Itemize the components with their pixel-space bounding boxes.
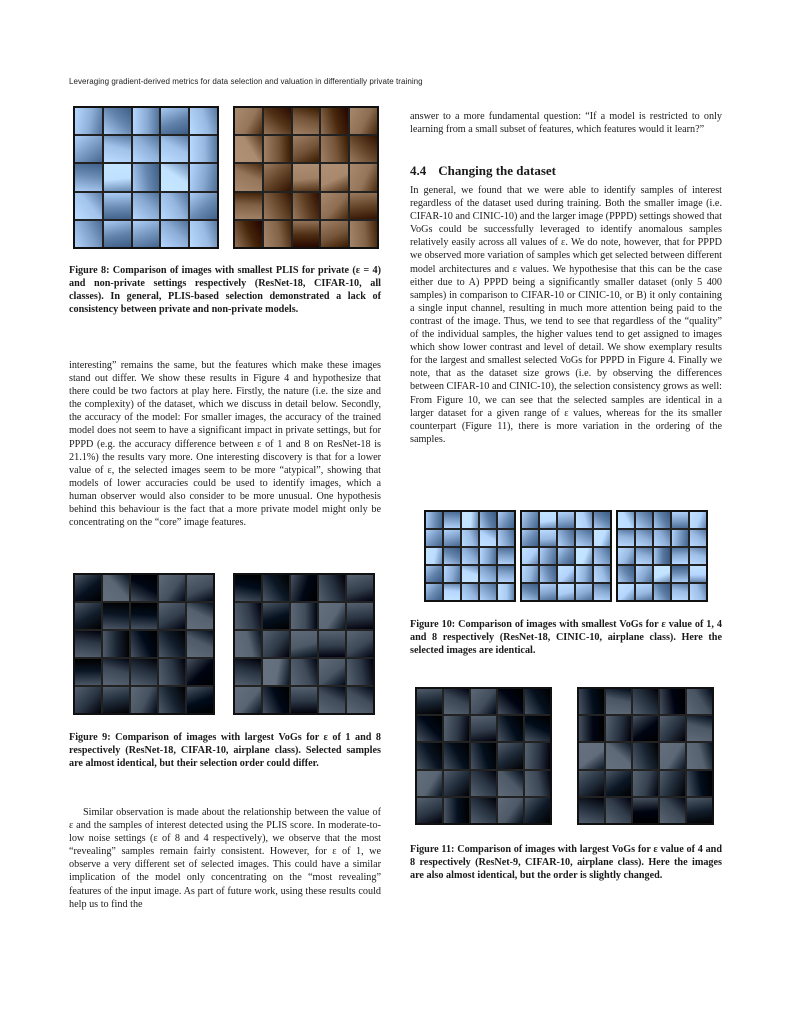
image-thumbnail (618, 548, 634, 564)
image-thumbnail (75, 136, 102, 162)
right-paragraph-1: answer to a more fundamental question: “If a model is restricted to only learning from a small subset of features, which features would it learn?” (410, 111, 722, 136)
image-thumbnail (480, 512, 496, 528)
image-thumbnail (235, 631, 261, 657)
image-thumbnail (264, 136, 291, 162)
image-thumbnail (444, 798, 469, 823)
image-thumbnail (579, 771, 604, 796)
section-title: Changing the dataset (438, 163, 556, 178)
fig9-caption (69, 731, 381, 770)
image-thumbnail (75, 164, 102, 190)
fig10-caption-text: Comparison of images with smallest VoGs for ε value of 1, 4 and 8 respectively (ResNet-18, CINIC-10, airplane class). Here the selected images are identical. (410, 619, 722, 657)
image-thumbnail (426, 530, 442, 546)
image-thumbnail (471, 689, 496, 714)
fig9-image-grid-eps8 (233, 573, 375, 715)
image-thumbnail (462, 584, 478, 600)
image-thumbnail (690, 566, 706, 582)
image-thumbnail (103, 575, 129, 601)
image-thumbnail (104, 221, 131, 247)
image-thumbnail (159, 603, 185, 629)
image-thumbnail (690, 584, 706, 600)
image-thumbnail (594, 548, 610, 564)
image-thumbnail (633, 798, 658, 823)
image-thumbnail (636, 530, 652, 546)
image-thumbnail (426, 548, 442, 564)
image-thumbnail (264, 164, 291, 190)
image-thumbnail (75, 575, 101, 601)
image-thumbnail (522, 548, 538, 564)
image-thumbnail (426, 566, 442, 582)
image-thumbnail (133, 193, 160, 219)
image-thumbnail (444, 548, 460, 564)
image-thumbnail (606, 771, 631, 796)
section-heading (410, 163, 722, 179)
image-thumbnail (660, 716, 685, 741)
image-thumbnail (444, 584, 460, 600)
image-thumbnail (444, 771, 469, 796)
image-thumbnail (660, 743, 685, 768)
image-thumbnail (480, 530, 496, 546)
image-thumbnail (103, 687, 129, 713)
image-thumbnail (133, 136, 160, 162)
image-thumbnail (636, 584, 652, 600)
fig8-caption-label: Figure 8: (69, 265, 110, 276)
image-thumbnail (103, 631, 129, 657)
image-thumbnail (498, 548, 514, 564)
image-thumbnail (558, 548, 574, 564)
image-thumbnail (350, 108, 377, 134)
fig11-caption (410, 843, 722, 882)
image-thumbnail (417, 689, 442, 714)
image-thumbnail (131, 603, 157, 629)
image-thumbnail (75, 659, 101, 685)
image-thumbnail (264, 193, 291, 219)
image-thumbnail (159, 631, 185, 657)
image-thumbnail (687, 689, 712, 714)
image-thumbnail (444, 689, 469, 714)
fig8-caption (69, 264, 381, 316)
image-thumbnail (672, 530, 688, 546)
image-thumbnail (633, 689, 658, 714)
fig10-image-grid-eps8 (616, 510, 708, 602)
fig8-image-grid-private (73, 106, 219, 249)
image-thumbnail (672, 584, 688, 600)
image-thumbnail (190, 108, 217, 134)
image-thumbnail (417, 743, 442, 768)
image-thumbnail (235, 136, 262, 162)
image-thumbnail (161, 108, 188, 134)
image-thumbnail (654, 530, 670, 546)
fig10-caption-label: Figure 10: (410, 619, 456, 630)
image-thumbnail (687, 798, 712, 823)
image-thumbnail (606, 798, 631, 823)
image-thumbnail (576, 530, 592, 546)
image-thumbnail (75, 193, 102, 219)
image-thumbnail (525, 716, 550, 741)
image-thumbnail (131, 687, 157, 713)
image-thumbnail (426, 584, 442, 600)
image-thumbnail (159, 575, 185, 601)
image-thumbnail (654, 584, 670, 600)
image-thumbnail (594, 530, 610, 546)
image-thumbnail (263, 603, 289, 629)
image-thumbnail (350, 221, 377, 247)
image-thumbnail (417, 716, 442, 741)
left-paragraph-2: Similar observation is made about the relationship between the value of ε and the samples of interest detected using the PLIS score. In moderate-to-low noise settings (ε of 8 and 4 respectively), we observe that the most “revealing” samples remain fairly consistent. However, for ε of 1, we observe a very different set of selected images. This could have a similar implication of the model only concentrating on the “most revealing” features of the input image. As part of future work, using these results could help us to find the (69, 807, 381, 910)
left-paragraph-1: interesting” remains the same, but the features which make these images stand out differ. We show these results in Figure 4 and hypothesize that there could be two factors at play here. Firstly, the nature (i.e. the size and the complexity) of the dataset, which we discuss in detail below. Secondly, the accuracy of the model: For smaller images, the accuracy of the trained model does not seem to have a significant impact in private settings, but for PPPD (e.g. the accuracy difference between ε of 1 and 8 on ResNet-18 is 21.1%) the results vary more. One interesting discovery is that for a lower value of ε, the selected images seem to be more “atypical”, showing that models of lower accuracies could be used to identify images, which a human observer would also consider to be more unusual. One hypothesis behind this behaviour is the fact that a more private model might only be concentrating on the “core” image features. (69, 360, 381, 529)
image-thumbnail (471, 798, 496, 823)
image-thumbnail (161, 136, 188, 162)
running-head: Leveraging gradient-derived metrics for data selection and valuation in differentially private training (69, 77, 423, 86)
image-thumbnail (293, 136, 320, 162)
image-thumbnail (263, 631, 289, 657)
image-thumbnail (579, 689, 604, 714)
image-thumbnail (522, 566, 538, 582)
image-thumbnail (522, 530, 538, 546)
image-thumbnail (190, 136, 217, 162)
image-thumbnail (264, 108, 291, 134)
image-thumbnail (660, 689, 685, 714)
image-thumbnail (235, 603, 261, 629)
image-thumbnail (522, 584, 538, 600)
image-thumbnail (471, 771, 496, 796)
image-thumbnail (618, 566, 634, 582)
image-thumbnail (190, 221, 217, 247)
right-paragraph-2: In general, we found that we were able to identify samples of interest regardless of the dataset used during training. Both the smaller image (i.e. CIFAR-10 and CINIC-10) and the larger image (PPPD) settings showed that VoGs could be successfully leveraged to identify anomalous samples relatively easily across all values of ε. We do note, however, that for PPPD we observed more variation of samples which get selected between different model architectures and ε values. We hypothesise that this can be the case either due to A) PPPD being a significantly smaller dataset (only 5 400 samples) in comparison to CIFAR-10 or CINIC-10, or B) it only containing a single input channel, resulting in much more attention being paid to the contrast of the image. Thus, we tend to see that regardless of the “quality” of the individual samples, the higher values tend to get assigned to images which show lower contrast and level of detail. We show exemplary results for the largest and smallest selected VoGs for PPPD in Figure 4. Finally we note, that as the dataset size grows (i.e. by observing the differences between CIFAR-10 and CINIC-10), the selection consistency grows as well: From Figure 10, we can see that the selected samples are identical in a larger dataset for a given range of ε values, whereas for the its smaller counterpart (Figure 11), there is more variation in the ordering of the samples. (410, 185, 722, 445)
image-thumbnail (672, 548, 688, 564)
image-thumbnail (293, 108, 320, 134)
image-thumbnail (576, 512, 592, 528)
image-thumbnail (321, 221, 348, 247)
image-thumbnail (462, 548, 478, 564)
image-thumbnail (131, 575, 157, 601)
image-thumbnail (654, 566, 670, 582)
image-thumbnail (540, 512, 556, 528)
image-thumbnail (104, 136, 131, 162)
image-thumbnail (618, 530, 634, 546)
image-thumbnail (690, 530, 706, 546)
image-thumbnail (525, 689, 550, 714)
image-thumbnail (319, 575, 345, 601)
image-thumbnail (606, 743, 631, 768)
image-thumbnail (618, 512, 634, 528)
image-thumbnail (75, 687, 101, 713)
image-thumbnail (263, 659, 289, 685)
image-thumbnail (444, 530, 460, 546)
image-thumbnail (187, 659, 213, 685)
image-thumbnail (264, 221, 291, 247)
image-thumbnail (190, 193, 217, 219)
image-thumbnail (161, 164, 188, 190)
image-thumbnail (263, 575, 289, 601)
image-thumbnail (133, 164, 160, 190)
image-thumbnail (558, 566, 574, 582)
image-thumbnail (633, 716, 658, 741)
image-thumbnail (633, 743, 658, 768)
image-thumbnail (462, 530, 478, 546)
image-thumbnail (540, 548, 556, 564)
image-thumbnail (444, 716, 469, 741)
image-thumbnail (159, 687, 185, 713)
image-thumbnail (525, 771, 550, 796)
image-thumbnail (350, 136, 377, 162)
image-thumbnail (347, 575, 373, 601)
image-thumbnail (498, 743, 523, 768)
image-thumbnail (540, 566, 556, 582)
image-thumbnail (75, 221, 102, 247)
image-thumbnail (579, 743, 604, 768)
image-thumbnail (462, 566, 478, 582)
image-thumbnail (654, 548, 670, 564)
image-thumbnail (159, 659, 185, 685)
image-thumbnail (235, 108, 262, 134)
image-thumbnail (187, 631, 213, 657)
image-thumbnail (347, 659, 373, 685)
image-thumbnail (347, 687, 373, 713)
image-thumbnail (347, 631, 373, 657)
image-thumbnail (319, 659, 345, 685)
image-thumbnail (75, 108, 102, 134)
image-thumbnail (471, 743, 496, 768)
image-thumbnail (498, 584, 514, 600)
image-thumbnail (558, 584, 574, 600)
image-thumbnail (498, 771, 523, 796)
fig9-caption-label: Figure 9: (69, 732, 111, 743)
image-thumbnail (291, 603, 317, 629)
image-thumbnail (75, 603, 101, 629)
image-thumbnail (498, 530, 514, 546)
image-thumbnail (690, 512, 706, 528)
image-thumbnail (672, 566, 688, 582)
image-thumbnail (235, 687, 261, 713)
image-thumbnail (190, 164, 217, 190)
image-thumbnail (293, 221, 320, 247)
image-thumbnail (576, 548, 592, 564)
image-thumbnail (321, 164, 348, 190)
image-thumbnail (321, 193, 348, 219)
image-thumbnail (498, 689, 523, 714)
image-thumbnail (133, 108, 160, 134)
image-thumbnail (319, 631, 345, 657)
image-thumbnail (540, 530, 556, 546)
image-thumbnail (187, 603, 213, 629)
image-thumbnail (558, 530, 574, 546)
image-thumbnail (576, 566, 592, 582)
image-thumbnail (235, 193, 262, 219)
image-thumbnail (321, 136, 348, 162)
image-thumbnail (235, 221, 262, 247)
image-thumbnail (636, 566, 652, 582)
image-thumbnail (579, 716, 604, 741)
image-thumbnail (235, 575, 261, 601)
image-thumbnail (633, 771, 658, 796)
image-thumbnail (498, 716, 523, 741)
fig11-caption-label: Figure 11: (410, 844, 455, 855)
image-thumbnail (690, 548, 706, 564)
fig10-image-grid-eps4 (520, 510, 612, 602)
image-thumbnail (131, 631, 157, 657)
image-thumbnail (104, 164, 131, 190)
fig8-image-grid-nonprivate (233, 106, 379, 249)
image-thumbnail (319, 603, 345, 629)
image-thumbnail (498, 566, 514, 582)
image-thumbnail (462, 512, 478, 528)
image-thumbnail (235, 164, 262, 190)
image-thumbnail (187, 687, 213, 713)
image-thumbnail (594, 584, 610, 600)
image-thumbnail (687, 716, 712, 741)
image-thumbnail (263, 687, 289, 713)
fig11-image-grid-eps8 (577, 687, 714, 825)
image-thumbnail (558, 512, 574, 528)
image-thumbnail (525, 743, 550, 768)
image-thumbnail (480, 566, 496, 582)
image-thumbnail (636, 512, 652, 528)
fig11-image-grid-eps4 (415, 687, 552, 825)
fig8-caption-text: Comparison of images with smallest PLIS for private (ε = 4) and non-private settings respectively (ResNet-18, CIFAR-10, all classes). In general, PLIS-based selection demonstrated a lack of consistency between private and non-private models. (69, 265, 381, 316)
image-thumbnail (444, 566, 460, 582)
image-thumbnail (636, 548, 652, 564)
image-thumbnail (594, 512, 610, 528)
image-thumbnail (687, 771, 712, 796)
section-number: 4.4 (410, 163, 427, 178)
image-thumbnail (75, 631, 101, 657)
image-thumbnail (104, 193, 131, 219)
image-thumbnail (417, 771, 442, 796)
image-thumbnail (104, 108, 131, 134)
image-thumbnail (444, 512, 460, 528)
image-thumbnail (187, 575, 213, 601)
image-thumbnail (522, 512, 538, 528)
image-thumbnail (444, 743, 469, 768)
image-thumbnail (540, 584, 556, 600)
image-thumbnail (347, 603, 373, 629)
image-thumbnail (103, 603, 129, 629)
image-thumbnail (480, 584, 496, 600)
image-thumbnail (291, 687, 317, 713)
image-thumbnail (498, 798, 523, 823)
image-thumbnail (319, 687, 345, 713)
image-thumbnail (293, 193, 320, 219)
image-thumbnail (103, 659, 129, 685)
image-thumbnail (579, 798, 604, 823)
image-thumbnail (687, 743, 712, 768)
image-thumbnail (594, 566, 610, 582)
image-thumbnail (235, 659, 261, 685)
image-thumbnail (293, 164, 320, 190)
fig10-caption (410, 618, 722, 657)
image-thumbnail (660, 771, 685, 796)
image-thumbnail (291, 575, 317, 601)
image-thumbnail (525, 798, 550, 823)
image-thumbnail (480, 548, 496, 564)
image-thumbnail (426, 512, 442, 528)
fig10-image-grid-eps1 (424, 510, 516, 602)
image-thumbnail (417, 798, 442, 823)
image-thumbnail (660, 798, 685, 823)
image-thumbnail (161, 193, 188, 219)
image-thumbnail (321, 108, 348, 134)
image-thumbnail (498, 512, 514, 528)
image-thumbnail (350, 193, 377, 219)
fig9-caption-text: Comparison of images with largest VoGs for ε of 1 and 8 respectively (ResNet-18, CIFAR-10, airplane class). Selected samples are almost identical, but their selection order could differ. (69, 732, 381, 770)
image-thumbnail (350, 164, 377, 190)
fig11-caption-text: Comparison of images with largest VoGs for ε value of 4 and 8 respectively (ResNet-9, CIFAR-10, airplane class). Here the images are also almost identical, but the order is slightly changed. (410, 844, 723, 882)
image-thumbnail (291, 631, 317, 657)
image-thumbnail (576, 584, 592, 600)
image-thumbnail (291, 659, 317, 685)
image-thumbnail (606, 689, 631, 714)
image-thumbnail (654, 512, 670, 528)
image-thumbnail (471, 716, 496, 741)
image-thumbnail (133, 221, 160, 247)
image-thumbnail (161, 221, 188, 247)
image-thumbnail (131, 659, 157, 685)
image-thumbnail (672, 512, 688, 528)
fig9-image-grid-eps1 (73, 573, 215, 715)
image-thumbnail (606, 716, 631, 741)
image-thumbnail (618, 584, 634, 600)
